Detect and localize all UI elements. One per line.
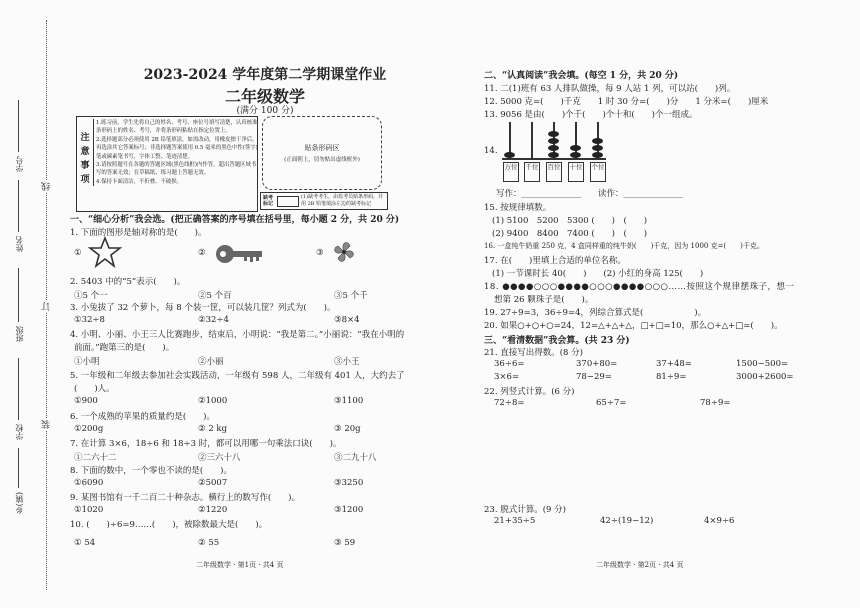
q21-item-1: 36÷6= xyxy=(494,359,525,369)
q1-option-2[interactable]: ② xyxy=(198,248,206,258)
township-label: 乡(镇) xyxy=(15,492,24,515)
question-12: 12. 5000 克=( )千克 1 时 30 分=( )分 1 分米=( )厘米 xyxy=(484,97,769,107)
q9-option-2[interactable]: ②1220 xyxy=(198,505,228,515)
abacus-figure xyxy=(502,118,606,182)
q5-option-3[interactable]: ③1100 xyxy=(334,396,364,406)
q21-item-4: 1500−500= xyxy=(736,359,789,369)
absent-mark-label: 缺考标记 xyxy=(263,195,274,207)
question-15-part-1: (1) 5100 5200 5300 ( ) ( ) xyxy=(492,216,648,226)
q23-item-2: 42÷(19−12) xyxy=(600,516,654,526)
q1-option-3[interactable]: ③ xyxy=(316,248,324,258)
q4-option-2[interactable]: ②小丽 xyxy=(198,357,224,367)
q21-item-3: 37+48= xyxy=(656,359,692,369)
q9-option-1[interactable]: ①1020 xyxy=(74,505,104,515)
class-label: 班级 xyxy=(15,326,24,342)
binding-strip xyxy=(0,0,60,608)
q9-option-3[interactable]: ③1200 xyxy=(334,505,364,515)
q6-option-1[interactable]: ①200g xyxy=(74,424,104,434)
township-field[interactable] xyxy=(18,448,19,488)
place-tens: 十位 xyxy=(568,162,584,182)
student-no-field[interactable] xyxy=(18,100,19,152)
barcode-subtitle: (正面朝上，切勿贴出虚线框外) xyxy=(284,157,360,163)
question-23: 23. 脱式计算。(9 分) xyxy=(484,505,566,515)
question-3: 3. 小兔拔了 32 个萝卜，每 8 个装一筐，可以装几筐？列式为( )。 xyxy=(70,303,336,313)
question-11: 11. 二(1)班有 63 人排队做操，每 9 人站 1 列，可以站( )列。 xyxy=(484,84,736,94)
section-1-heading: 一、“细心分析”我会选。(把正确答案的序号填在括号里，每小题 2 分，共 20 分) xyxy=(70,215,400,225)
school-field[interactable] xyxy=(18,358,19,420)
place-ten-thousands: 万位 xyxy=(503,162,519,182)
notice-line: 4.保持卡面清洁，不折叠、不破损。 xyxy=(96,178,183,185)
name-field[interactable] xyxy=(18,180,19,232)
student-no-label: 学号 xyxy=(15,156,24,172)
absent-mark-note: (1)缺考考生，由监考员贴条形码，并用 2B 铅笔填涂左边的缺考标记 xyxy=(301,194,384,207)
question-17-parts: (1) 一节课时长 40( ) (2) 小红的身高 125( ) xyxy=(492,269,704,279)
q7-option-2[interactable]: ②三六十八 xyxy=(198,453,241,463)
absent-mark-cell[interactable] xyxy=(277,196,299,207)
question-1: 1. 下面的图形是轴对称的是( )。 xyxy=(70,228,207,238)
question-13: 13. 9056 是由( )个千( )个十和( )个一组成。 xyxy=(484,110,698,120)
question-14-write-read: 写作：______________ 读作：______________ xyxy=(496,189,684,199)
q8-option-2[interactable]: ②5007 xyxy=(198,478,228,488)
q5-option-2[interactable]: ②1000 xyxy=(198,396,228,406)
question-19: 19. 27÷9=3，36÷9=4，列综合算式是( )。 xyxy=(484,308,707,318)
section-2-heading: 二、“认真阅读”我会填。(每空 1 分，共 20 分) xyxy=(484,71,679,81)
q6-option-3[interactable]: ③ 20g xyxy=(334,424,361,434)
q21-item-7: 81÷9= xyxy=(656,372,687,382)
question-18-line-1: 18. ●●●●○○○●●●●○○○●●●●○○○……按照这个规律摆珠子，想一 xyxy=(484,282,795,292)
question-2: 2. 5403 中的“5”表示( )。 xyxy=(70,277,186,287)
q4-option-3[interactable]: ③小王 xyxy=(334,357,360,367)
question-7: 7. 在计算 3×6，18÷6 和 18÷3 时，都可以用哪一句乘法口诀( )。 xyxy=(70,439,342,449)
question-4-line-2: 前面。”跑第三的是( )。 xyxy=(74,343,175,353)
q21-item-2: 370+80= xyxy=(576,359,618,369)
q22-item-1: 72÷8= xyxy=(494,398,525,408)
binding-mark-line: 线 xyxy=(42,182,52,191)
key-icon xyxy=(214,243,264,265)
notice-box xyxy=(76,116,258,212)
school-label: 学校 xyxy=(15,424,24,440)
question-14: 14. xyxy=(484,146,498,156)
question-21: 21. 直接写出得数。(8 分) xyxy=(484,348,583,358)
exam-title: 2023-2024 学年度第二学期课堂作业 xyxy=(143,67,387,83)
absent-mark-box xyxy=(260,192,388,210)
question-17: 17. 在( )里填上合适的单位名称。 xyxy=(484,256,626,266)
q21-item-8: 3000+2600= xyxy=(736,372,794,382)
footer-page-1: 二年级数学 · 第1页 · 共4 页 xyxy=(196,561,284,569)
place-ones: 个位 xyxy=(590,162,606,182)
notice-line: 1.练习前，学生先将自己的姓名、考号、座位号填写清楚，认真核准条形码上的姓名、考号，并将条形码粘贴在指定位置上。 xyxy=(96,120,258,135)
q21-item-6: 78−29= xyxy=(576,372,612,382)
q10-option-2[interactable]: ② 55 xyxy=(198,538,220,548)
section-3-heading: 三、“看清数据”我会算。(共 23 分) xyxy=(484,336,630,346)
question-8: 8. 下面的数中，一个零也不读的是( )。 xyxy=(70,466,232,476)
q1-option-1[interactable]: ① xyxy=(74,248,82,258)
notice-side-label: 注 意 事 项 xyxy=(80,133,90,185)
notice-text xyxy=(93,119,258,186)
name-label: 姓名 xyxy=(15,236,24,252)
q8-option-3[interactable]: ③3250 xyxy=(334,478,364,488)
q6-option-2[interactable]: ② 2 kg xyxy=(198,424,228,434)
question-15: 15. 按规律填数。 xyxy=(484,203,552,213)
class-field[interactable] xyxy=(18,268,19,322)
q2-option-3[interactable]: ③5 个千 xyxy=(334,291,368,301)
question-10: 10. ( )÷6=9……( )，被除数最大是( )。 xyxy=(70,520,268,530)
question-4-line-1: 4. 小明、小丽、小王三人比赛跑步，结束后，小明说：“我是第二。”小丽说：“我在小明的 xyxy=(70,330,405,340)
question-5-line-2: ( )人。 xyxy=(74,384,115,394)
q5-option-1[interactable]: ①900 xyxy=(74,396,98,406)
question-22: 22. 列竖式计算。(6 分) xyxy=(484,387,575,397)
q22-item-2: 65÷7= xyxy=(596,398,627,408)
q10-option-1[interactable]: ① 54 xyxy=(74,538,96,548)
q8-option-1[interactable]: ①6090 xyxy=(74,478,104,488)
place-thousands: 千位 xyxy=(524,162,540,182)
q3-option-2[interactable]: ②32÷4 xyxy=(198,315,229,325)
question-16: 16. 一盒纯牛奶重 250 克，4 盒同样重的纯牛奶( )千克，因为 1000 克=( )千克。 xyxy=(484,242,764,250)
q22-item-3: 78÷9= xyxy=(700,398,731,408)
q2-option-1[interactable]: ①5 个一 xyxy=(74,291,108,301)
question-9: 9. 某图书馆有一千二百二十种杂志。横行上的数写作( )。 xyxy=(70,493,300,503)
q4-option-1[interactable]: ①小明 xyxy=(74,357,100,367)
q3-option-3[interactable]: ③8×4 xyxy=(334,315,360,325)
barcode-title: 贴条形码区 xyxy=(304,144,340,152)
q23-item-3: 4×9÷6 xyxy=(704,516,735,526)
question-6: 6. 一个成熟的苹果的质量约是( )。 xyxy=(70,412,215,422)
exam-subject: 二年级数学 xyxy=(224,87,305,106)
notice-line: 3.请按照题号在各题的答题区域(黑色线框)内作答，超出答题区域书写的答案无效；在草稿纸、练习题上答题无效。 xyxy=(96,162,257,177)
q2-option-2[interactable]: ②5 个百 xyxy=(198,291,232,301)
q10-option-3[interactable]: ③ 59 xyxy=(334,538,356,548)
barcode-area xyxy=(262,116,382,190)
q7-option-3[interactable]: ③二九十八 xyxy=(334,453,377,463)
pinwheel-icon xyxy=(330,238,358,266)
place-hundreds: 百位 xyxy=(546,162,562,182)
binding-mark-order: 订 xyxy=(42,302,52,311)
question-15-part-2: (2) 9400 8400 7400 ( ) ( ) xyxy=(492,229,648,239)
footer-page-2: 二年级数学 · 第2页 · 共4 页 xyxy=(596,561,684,569)
notice-line: 2.选择题部分必须使用 2B 铅笔填涂，如需改动，用橡皮擦干净后，再选涂其它答案标号；非选择题答案使用 0.5 毫米的黑色中性(签字)笔或碳素笔书写，字体工整、笔迹清楚。 xyxy=(96,136,258,160)
q7-option-1[interactable]: ①二六十二 xyxy=(74,453,117,463)
q3-option-1[interactable]: ①32÷8 xyxy=(74,315,105,325)
question-5-line-1: 5. 一年级和二年级去参加社会实践活动，一年级有 598 人，二年级有 401 人，大约去了 xyxy=(70,371,405,381)
q21-item-5: 3×6= xyxy=(494,372,520,382)
q23-item-1: 21+35÷5 xyxy=(494,516,536,526)
binding-mark-bind: 装 xyxy=(42,420,52,429)
full-score: (满分 100 分) xyxy=(236,106,294,116)
star-icon xyxy=(88,236,122,268)
question-18-line-2: 想第 26 颗珠子是( )。 xyxy=(494,295,594,305)
question-20: 20. 如果○+○+○=24，12=△+△+△，□+□=10，那么○+△+□=( )。 xyxy=(484,321,783,331)
